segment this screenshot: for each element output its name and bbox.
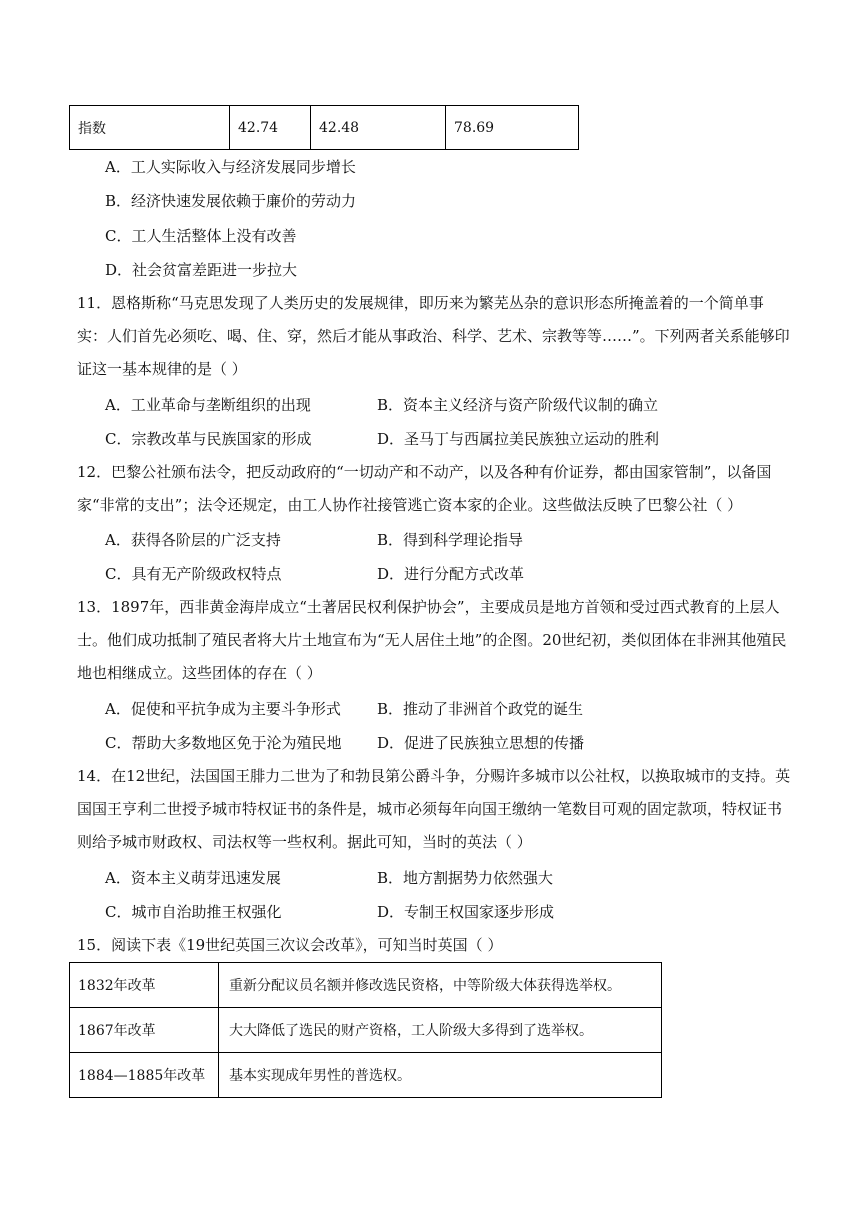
- q14-option-b[interactable]: B．地方割据势力依然强大: [377, 869, 554, 887]
- q13-stem: 13．1897年，西非黄金海岸成立“土著居民权利保护协会”，主要成员是地方首领和受过西式教育的上层人士。他们成功抵制了殖民者将大片土地宣布为“无人居住土地”的企图。20世纪初，类似团体在非洲其他殖民地也相继成立。这些团体的存在（ ）: [77, 598, 787, 682]
- reform-content: 重新分配议员名额并修改选民资格，中等阶级大体获得选举权。: [219, 963, 662, 1008]
- q14-stem: 14．在12世纪，法国国王腓力二世为了和勃艮第公爵斗争，分赐许多城市以公社权，以换取城市的支持。英国国王亨利二世授予城市特权证书的条件是，城市必须每年向国王缴纳一笔数目可观的固定款项，特权证书则给予城市财政权、司法权等一些权利。据此可知，当时的英法（ ）: [77, 767, 791, 851]
- reform-year: 1832年改革: [70, 963, 219, 1008]
- q12-option-a[interactable]: A．获得各阶层的广泛支持: [105, 531, 281, 549]
- table-row: [70, 106, 579, 150]
- q14-option-a[interactable]: A．资本主义萌芽迅速发展: [105, 869, 281, 887]
- index-table: [69, 105, 579, 150]
- reform-content: 大大降低了选民的财产资格，工人阶级大多得到了选举权。: [219, 1008, 662, 1053]
- reform-year: 1867年改革: [70, 1008, 219, 1053]
- q10-option-c[interactable]: C．工人生活整体上没有改善: [105, 227, 297, 245]
- table-row: [70, 1008, 662, 1053]
- q10-option-a[interactable]: A．工人实际收入与经济发展同步增长: [105, 158, 356, 176]
- table-cell-value: 42.74: [230, 106, 311, 150]
- q13-option-d[interactable]: D．促进了民族独立思想的传播: [377, 734, 585, 752]
- reform-table: [69, 962, 662, 1098]
- q12-stem: 12．巴黎公社颁布法令，把反动政府的“一切动产和不动产，以及各种有价证券，都由国家管制”，以备国家“非常的支出”；法令还规定，由工人协作社接管逃亡资本家的企业。这些做法反映了巴黎公社（ ）: [77, 463, 772, 514]
- q12-option-b[interactable]: B．得到科学理论指导: [377, 531, 524, 549]
- q12-option-c[interactable]: C．具有无产阶级政权特点: [105, 565, 282, 583]
- reform-year: 1884—1885年改革: [70, 1053, 219, 1098]
- table-row: [70, 1053, 662, 1098]
- q10-option-b[interactable]: B．经济快速发展依赖于廉价的劳动力: [105, 192, 357, 210]
- table-cell-value: 78.69: [446, 106, 579, 150]
- q11-option-b[interactable]: B．资本主义经济与资产阶级代议制的确立: [377, 396, 659, 414]
- table-row: [70, 963, 662, 1008]
- q13-option-c[interactable]: C．帮助大多数地区免于沦为殖民地: [105, 734, 342, 752]
- q14-option-c[interactable]: C．城市自治助推王权强化: [105, 903, 282, 921]
- table-cell-label: 指数: [70, 106, 230, 150]
- q11-option-a[interactable]: A．工业革命与垄断组织的出现: [105, 396, 311, 414]
- q11-option-c[interactable]: C．宗教改革与民族国家的形成: [105, 430, 312, 448]
- q13-option-b[interactable]: B．推动了非洲首个政党的诞生: [377, 700, 584, 718]
- q15-stem: 15．阅读下表《19世纪英国三次议会改革》，可知当时英国（ ）: [77, 936, 503, 954]
- reform-content: 基本实现成年男性的普选权。: [219, 1053, 662, 1098]
- q11-stem: 11．恩格斯称“马克思发现了人类历史的发展规律，即历来为繁芜丛杂的意识形态所掩盖着的一个简单事实：人们首先必须吃、喝、住、穿，然后才能从事政治、科学、艺术、宗教等等……”。下列两者关系能够印证这一基本规律的是（ ）: [77, 294, 790, 378]
- q13-option-a[interactable]: A．促使和平抗争成为主要斗争形式: [105, 700, 341, 718]
- q12-option-d[interactable]: D．进行分配方式改革: [377, 565, 525, 583]
- q14-option-d[interactable]: D．专制王权国家逐步形成: [377, 903, 555, 921]
- q11-option-d[interactable]: D．圣马丁与西属拉美民族独立运动的胜利: [377, 430, 660, 448]
- q10-option-d[interactable]: D．社会贫富差距进一步拉大: [105, 261, 298, 279]
- table-cell-value: 42.48: [311, 106, 446, 150]
